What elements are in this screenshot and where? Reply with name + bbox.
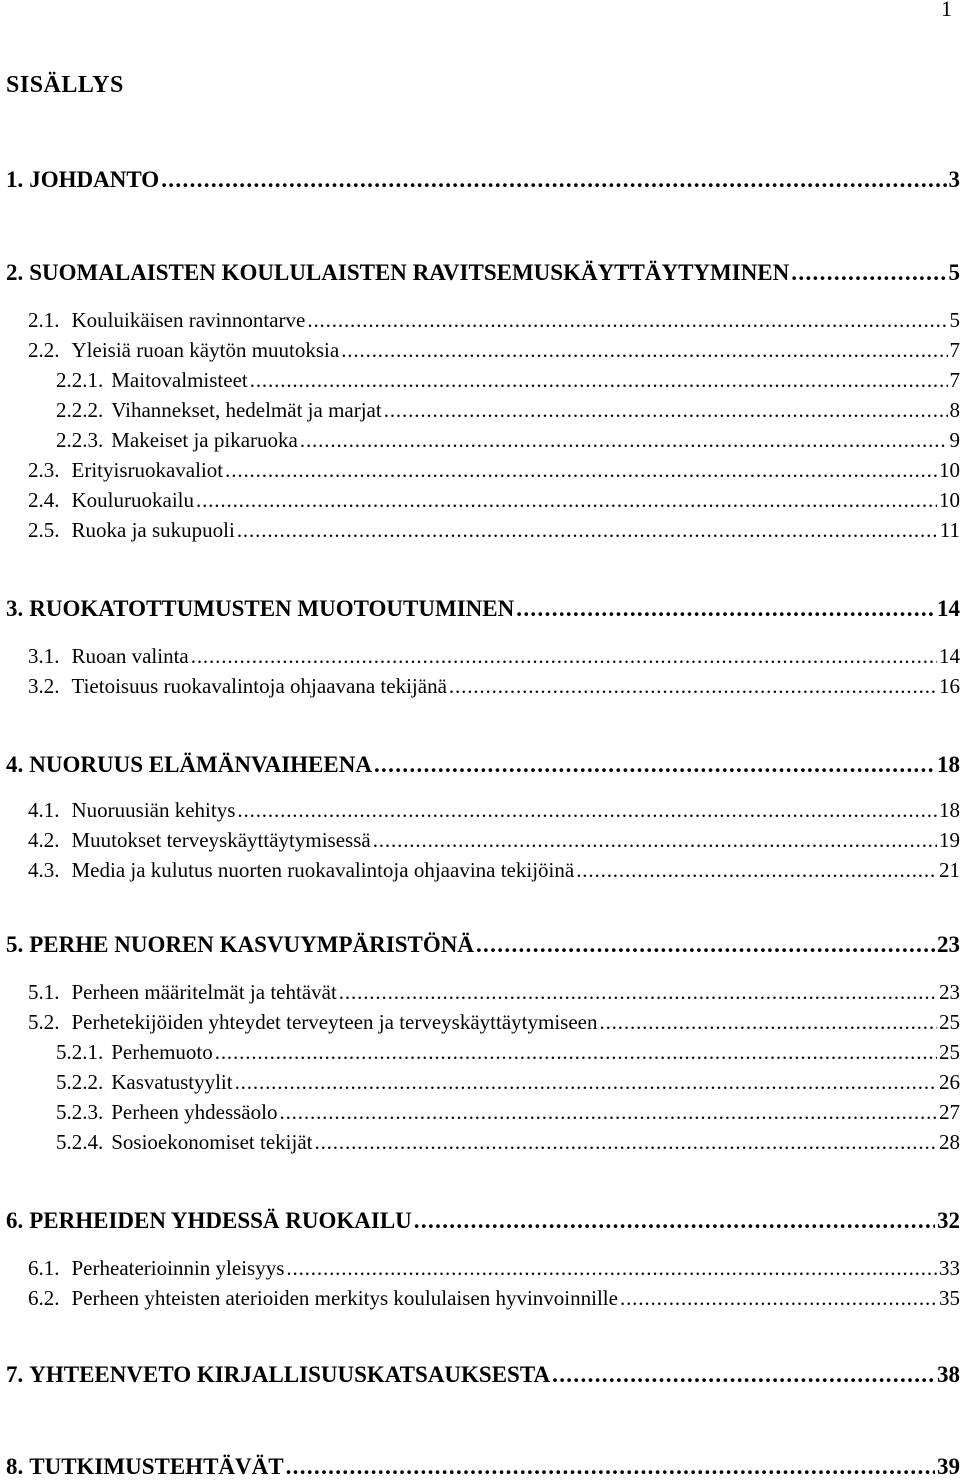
page-number: 1 [941, 0, 952, 21]
toc-entry-label: Erityisruokavaliot [71, 458, 224, 482]
toc-leader-dots [339, 980, 937, 1005]
toc-entry-5-2-4[interactable] [56, 1130, 960, 1155]
toc-entry-page: 27 [939, 1100, 960, 1124]
toc-entry-6-2[interactable] [28, 1286, 960, 1311]
toc-entry-2-2-1[interactable] [56, 368, 960, 393]
toc-entry-page: 3 [948, 167, 960, 192]
toc-entry-number: 5.2.3. [56, 1100, 104, 1124]
toc-title: SISÄLLYS [6, 72, 124, 98]
toc-leader-dots [314, 1130, 937, 1155]
toc-entry-page: 21 [939, 858, 960, 882]
toc-entry-page: 25 [939, 1010, 960, 1034]
toc-leader-dots [599, 1010, 937, 1035]
toc-entry-number: 2.3. [28, 458, 60, 482]
toc-entry-number: 4. [6, 752, 24, 777]
toc-entry-page: 28 [939, 1130, 960, 1154]
toc-entry-page: 8 [949, 398, 960, 422]
toc-entry-page: 23 [937, 932, 960, 957]
toc-entry-page: 25 [939, 1040, 960, 1064]
toc-entry-2[interactable] [6, 260, 960, 286]
toc-entry-page: 23 [939, 980, 960, 1004]
toc-entry-page: 5 [948, 260, 960, 285]
toc-entry-number: 2.2.1. [56, 368, 104, 392]
toc-entry-label: Yleisiä ruoan käytön muutoksia [71, 338, 340, 362]
toc-entry-5-2-3[interactable] [56, 1100, 960, 1125]
toc-entry-label: Tietoisuus ruokavalintoja ohjaavana tekijänä [71, 674, 447, 698]
toc-entry-number: 2.4. [28, 488, 60, 512]
toc-entry-label: PERHE NUOREN KASVUYMPÄRISTÖNÄ [29, 932, 474, 957]
toc-leader-dots [161, 167, 946, 193]
toc-entry-label: Kouluikäisen ravinnontarve [71, 308, 306, 332]
toc-entry-number: 5. [6, 932, 24, 957]
toc-entry-1[interactable] [6, 167, 960, 193]
toc-entry-5-2[interactable] [28, 1010, 960, 1035]
toc-entry-number: 2. [6, 260, 24, 285]
toc-entry-page: 35 [939, 1286, 960, 1310]
toc-entry-page: 32 [937, 1208, 960, 1233]
toc-entry-6[interactable] [6, 1208, 960, 1234]
toc-entry-page: 19 [939, 828, 960, 852]
toc-entry-number: 3.1. [28, 644, 60, 668]
toc-leader-dots [341, 338, 947, 363]
toc-entry-number: 5.2.1. [56, 1040, 104, 1064]
toc-entry-number: 5.2. [28, 1010, 60, 1034]
toc-leader-dots [196, 488, 937, 513]
toc-entry-3-1[interactable] [28, 644, 960, 669]
toc-entry-page: 9 [949, 428, 960, 452]
toc-leader-dots [191, 644, 937, 669]
toc-leader-dots [250, 368, 948, 393]
toc-leader-dots [791, 260, 946, 286]
toc-entry-5[interactable] [6, 932, 960, 958]
toc-leader-dots [215, 1040, 937, 1065]
toc-entry-number: 6.2. [28, 1286, 60, 1310]
toc-leader-dots [307, 308, 947, 333]
toc-leader-dots [414, 1208, 935, 1234]
toc-entry-label: Ruoka ja sukupuoli [71, 518, 235, 542]
toc-entry-label: Perheen yhteisten aterioiden merkitys koululaisen hyvinvoinnille [71, 1286, 618, 1310]
toc-entry-page: 18 [939, 798, 960, 822]
toc-entry-4[interactable] [6, 752, 960, 778]
toc-entry-number: 4.3. [28, 858, 60, 882]
toc-entry-number: 2.1. [28, 308, 60, 332]
toc-entry-label: Perhetekijöiden yhteydet terveyteen ja terveyskäyttäytymiseen [71, 1010, 598, 1034]
toc-entry-label: Makeiset ja pikaruoka [111, 428, 298, 452]
toc-entry-page: 14 [937, 596, 960, 621]
toc-entry-4-3[interactable] [28, 858, 960, 883]
toc-entry-number: 2.5. [28, 518, 60, 542]
toc-entry-page: 7 [949, 338, 960, 362]
toc-entry-label: PERHEIDEN YHDESSÄ RUOKAILU [29, 1208, 412, 1233]
toc-entry-number: 6.1. [28, 1256, 60, 1280]
toc-leader-dots [286, 1256, 937, 1281]
toc-entry-label: RUOKATOTTUMUSTEN MUOTOUTUMINEN [29, 596, 515, 621]
toc-leader-dots [237, 798, 937, 823]
toc-leader-dots [300, 428, 948, 453]
toc-leader-dots [476, 932, 935, 958]
toc-entry-page: 16 [939, 674, 960, 698]
toc-entry-number: 5.1. [28, 980, 60, 1004]
toc-entry-number: 3.2. [28, 674, 60, 698]
toc-entry-label: Vihannekset, hedelmät ja marjat [111, 398, 382, 422]
toc-entry-number: 6. [6, 1208, 24, 1233]
toc-entry-2-3[interactable] [28, 458, 960, 483]
toc-entry-number: 7. [6, 1362, 24, 1387]
toc-entry-label: Perheen yhdessäolo [111, 1100, 278, 1124]
toc-entry-5-2-1[interactable] [56, 1040, 960, 1065]
toc-entry-label: TUTKIMUSTEHTÄVÄT [29, 1454, 284, 1479]
toc-leader-dots [516, 596, 935, 622]
toc-entry-number: 5.2.2. [56, 1070, 104, 1094]
toc-entry-page: 39 [937, 1454, 960, 1479]
toc-entry-label: Media ja kulutus nuorten ruokavalintoja ohjaavina tekijöinä [71, 858, 575, 882]
toc-entry-5-2-2[interactable] [56, 1070, 960, 1095]
toc-entry-number: 2.2. [28, 338, 60, 362]
toc-entry-page: 18 [937, 752, 960, 777]
toc-entry-page: 10 [939, 458, 960, 482]
toc-entry-label: Muutokset terveyskäyttäytymisessä [71, 828, 371, 852]
toc-entry-label: Kasvatustyylit [111, 1070, 233, 1094]
toc-entry-label: Sosioekonomiset tekijät [111, 1130, 313, 1154]
toc-entry-3[interactable] [6, 596, 960, 622]
toc-entry-page: 10 [939, 488, 960, 512]
toc-entry-label: YHTEENVETO KIRJALLISUUSKATSAUKSESTA [29, 1362, 551, 1387]
toc-leader-dots [374, 752, 935, 778]
toc-entry-label: Nuoruusiän kehitys [71, 798, 236, 822]
toc-entry-number: 8. [6, 1454, 24, 1479]
toc-entry-number: 2.2.2. [56, 398, 104, 422]
toc-entry-2-1[interactable] [28, 308, 960, 333]
toc-entry-page: 38 [937, 1362, 960, 1387]
toc-entry-2-2-3[interactable] [56, 428, 960, 453]
toc-entry-page: 26 [939, 1070, 960, 1094]
toc-entry-label: Perheaterioinnin yleisyys [71, 1256, 285, 1280]
toc-entry-6-1[interactable] [28, 1256, 960, 1281]
toc-entry-label: Perhemuoto [111, 1040, 213, 1064]
toc-entry-page: 33 [939, 1256, 960, 1280]
toc-entry-number: 4.2. [28, 828, 60, 852]
toc-entry-2-4[interactable] [28, 488, 960, 513]
toc-entry-label: Ruoan valinta [71, 644, 189, 668]
toc-leader-dots [235, 1070, 937, 1095]
toc-entry-page: 14 [939, 644, 960, 668]
toc-leader-dots [552, 1362, 935, 1388]
toc-leader-dots [225, 458, 937, 483]
toc-entry-number: 4.1. [28, 798, 60, 822]
toc-entry-number: 3. [6, 596, 24, 621]
toc-entry-label: SUOMALAISTEN KOULULAISTEN RAVITSEMUSKÄYTTÄYTYMINEN [29, 260, 790, 285]
toc-leader-dots [384, 398, 948, 423]
toc-entry-4-2[interactable] [28, 828, 960, 853]
toc-entry-2-5[interactable] [28, 518, 960, 543]
toc-entry-label: Perheen määritelmät ja tehtävät [71, 980, 337, 1004]
toc-entry-label: NUORUUS ELÄMÄNVAIHEENA [29, 752, 372, 777]
toc-entry-5-1[interactable] [28, 980, 960, 1005]
toc-entry-8[interactable] [6, 1454, 960, 1480]
toc-entry-page: 7 [949, 368, 960, 392]
toc-leader-dots [576, 858, 937, 883]
toc-entry-number: 1. [6, 167, 24, 192]
toc-leader-dots [279, 1100, 937, 1125]
toc-entry-2-2-2[interactable] [56, 398, 960, 423]
toc-entry-label: Maitovalmisteet [111, 368, 248, 392]
toc-entry-3-2[interactable] [28, 674, 960, 699]
toc-leader-dots [620, 1286, 937, 1311]
toc-leader-dots [449, 674, 937, 699]
toc-entry-label: Kouluruokailu [71, 488, 194, 512]
toc-entry-label: JOHDANTO [29, 167, 160, 192]
toc-leader-dots [286, 1454, 935, 1480]
toc-entry-number: 5.2.4. [56, 1130, 104, 1154]
toc-leader-dots [373, 828, 937, 853]
toc-entry-4-1[interactable] [28, 798, 960, 823]
toc-leader-dots [237, 518, 938, 543]
toc-entry-2-2[interactable] [28, 338, 960, 363]
toc-entry-7[interactable] [6, 1362, 960, 1388]
toc-entry-page: 5 [949, 308, 960, 332]
toc-entry-page: 11 [939, 518, 960, 542]
toc-entry-number: 2.2.3. [56, 428, 104, 452]
